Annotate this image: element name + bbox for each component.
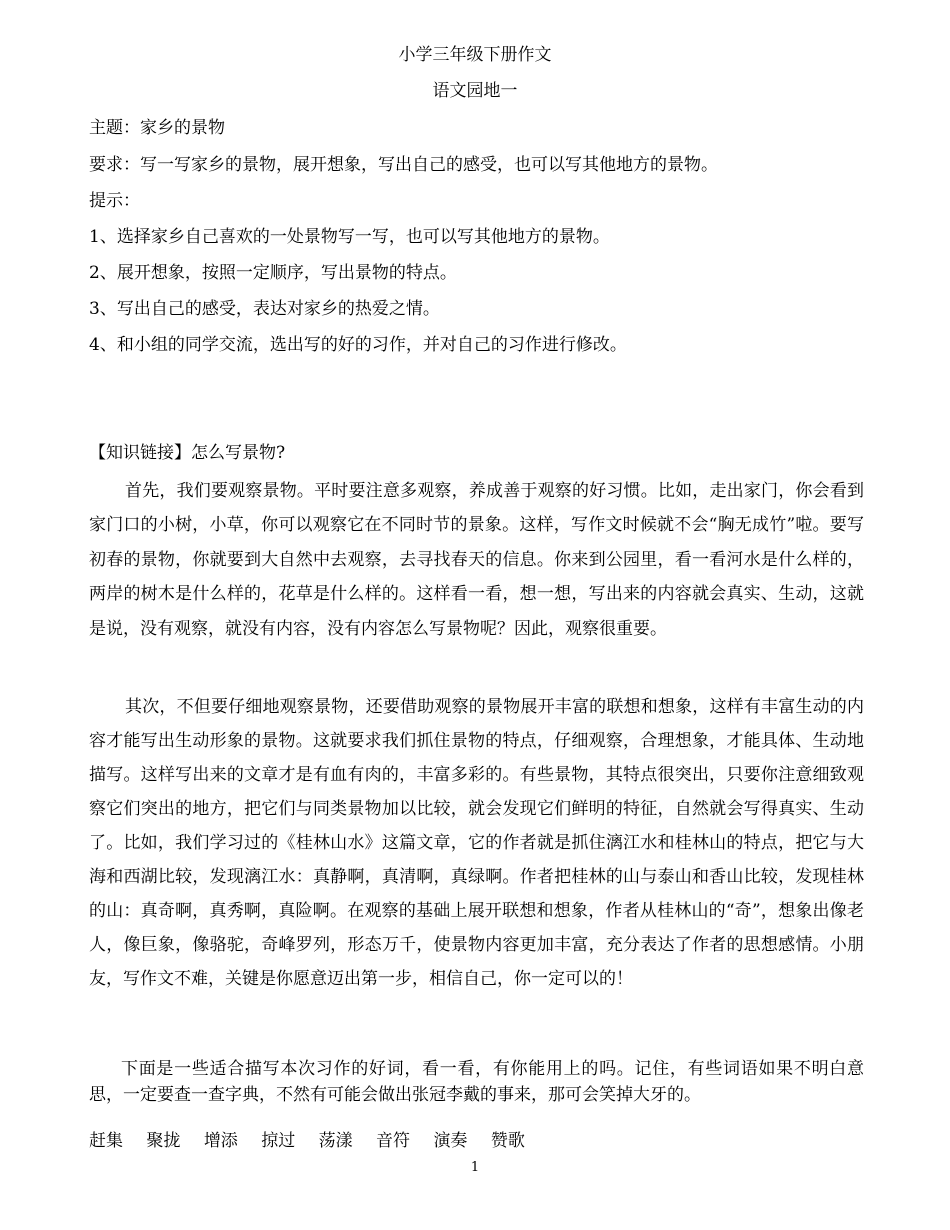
vocab-word: 演奏 bbox=[433, 1131, 468, 1151]
vocab-word: 掠过 bbox=[261, 1131, 296, 1151]
topic-line: 主题：家乡的景物 bbox=[89, 118, 225, 138]
requirement-line: 要求：写一写家乡的景物，展开想象，写出自己的感受，也可以写其他地方的景物。 bbox=[89, 155, 718, 175]
knowledge-heading: 【知识链接】怎么写景物? bbox=[89, 443, 286, 463]
knowledge-paragraph-2: 其次，不但要仔细地观察景物，还要借助观察的景物展开丰富的联想和想象，这样有丰富生动的内容才能写出生动形象的景物。这就要求我们抓住景物的特点，仔细观察，合理想象，才能具体、生动地描写。这样写出来的文章才是有血有肉的，丰富多彩的。有些景物，其特点很突出，只要你注意细致观察它们突出的地方，把它们与同类景物加以比较，就会发现它们鲜明的特征，自然就会写得真实、生动了。比如，我们学习过的《桂林山水》这篇文章，它的作者就是抓住漓江水和桂林山的特点，把它与大海和西湖比较，发现漓江水：真静啊，真清啊，真绿啊。作者把桂林的山与泰山和香山比较，发现桂林的山：真奇啊，真秀啊，真险啊。在观察的基础上展开联想和想象，作者从桂林山的“奇”，想象出像老人，像巨象，像骆驼，奇峰罗列，形态万千，使景物内容更加丰富，充分表达了作者的思想感情。小朋友，写作文不难，关键是你愿意迈出第一步，相信自己，你一定可以的！ bbox=[89, 697, 864, 989]
hints-label: 提示： bbox=[89, 191, 140, 211]
vocab-word: 增添 bbox=[203, 1131, 238, 1151]
page-number: 1 bbox=[470, 1160, 480, 1175]
vocab-word: 音符 bbox=[376, 1131, 411, 1151]
vocab-word: 赶集 bbox=[89, 1131, 123, 1151]
knowledge-paragraph-1: 首先，我们要观察景物。平时要注意多观察，养成善于观察的好习惯。比如，走出家门，你会看到家门口的小树，小草，你可以观察它在不同时节的景象。这样，写作文时候就不会“胸无成竹”啦。要写初春的景物，你就要到大自然中去观察，去寻找春天的信息。你来到公园里，看一看河水是什么样的，两岸的树木是什么样的，花草是什么样的。这样看一看，想一想，写出来的内容就会真实、生动，这就是说，没有观察，就没有内容，没有内容怎么写景物呢？因此，观察很重要。 bbox=[89, 481, 864, 639]
vocab-word: 荡漾 bbox=[318, 1131, 353, 1151]
hint-item-2: 2、展开想象，按照一定顺序，写出景物的特点。 bbox=[89, 263, 457, 283]
hint-item-1: 1、选择家乡自己喜欢的一处景物写一写，也可以写其他地方的景物。 bbox=[89, 227, 610, 247]
knowledge-paragraph-3: 下面是一些适合描写本次习作的好词，看一看，有你能用上的吗。记住，有些词语如果不明白意思，一定要查一查字典，不然有可能会做出张冠李戴的事来，那可会笑掉大牙的。 bbox=[89, 1059, 864, 1105]
hint-item-3: 3、写出自己的感受，表达对家乡的热爱之情。 bbox=[89, 299, 440, 319]
hint-item-4: 4、和小组的同学交流，选出写的好的习作，并对自己的习作进行修改。 bbox=[89, 335, 627, 355]
vocab-word: 聚拢 bbox=[146, 1131, 181, 1151]
document-title: 小学三年级下册作文 bbox=[398, 45, 552, 65]
vocabulary-list bbox=[89, 1130, 543, 1152]
document-subtitle: 语文园地一 bbox=[432, 81, 518, 101]
vocab-word: 赞歌 bbox=[490, 1131, 525, 1151]
